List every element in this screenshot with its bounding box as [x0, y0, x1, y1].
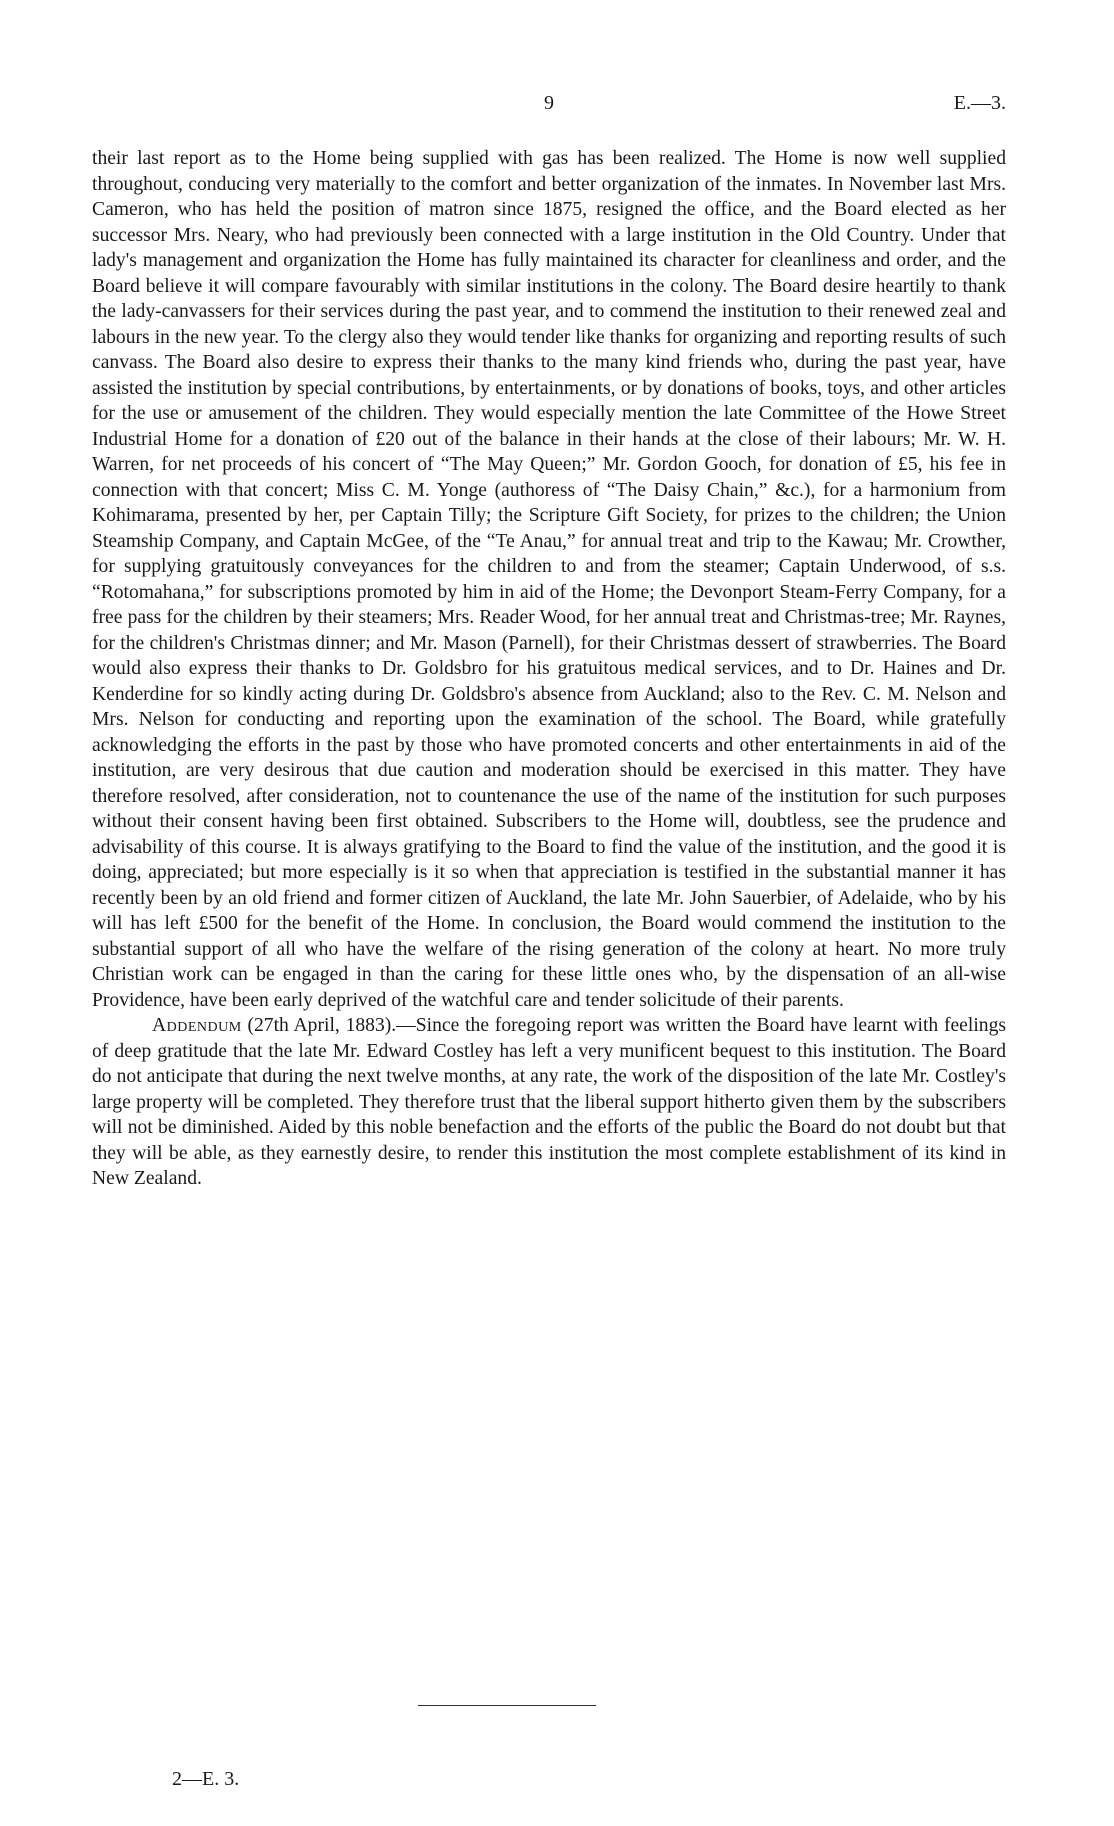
report-paragraph: their last report as to the Home being supplied with gas has been realized. The Home is now well supplied throughout, conducing very materially to the comfort and better organization of the inmates. In November last Mrs. Cameron, who has held the position of matron since 1875, resigned the office, and the Board elected as her successor Mrs. Neary, who had previously been connected with a large institution in the Old Country. Under that lady's management and organization the Home has fully maintained its character for cleanliness and order, and the Board believe it will compare favourably with similar institutions in the colony. The Board desire heartily to thank the lady-canvassers for their services during the past year, and to commend the institution to their renewed zeal and labours in the new year. To the clergy also they would tender like thanks for organizing and reporting results of such canvass. The Board also desire to express their thanks to the many kind friends who, during the past year, have assisted the institution by special contributions, by entertainments, or by donations of books, toys, and other articles for the use or amusement of the children. They would especially mention the late Committee of the Howe Street Industrial Home for a donation of £20 out of the balance in their hands at the close of their labours; Mr. W. H. Warren, for net proceeds of his concert of “The May Queen;” Mr. Gordon Gooch, for donation of £5, his fee in connection with that concert; Miss C. M. Yonge (authoress of “The Daisy Chain,” &c.), for a harmonium from Kohimarama, presented by her, per Captain Tilly; the Scripture Gift Society, for prizes to the children; the Union Steamship Company, and Captain McGee, of the “Te Anau,” for annual treat and trip to the Kawau; Mr. Crowther, for supplying gratuitously conveyances for the children to and from the steamer; Captain Underwood, of s.s. “Rotomahana,” for subscriptions promoted by him in aid of the Home; the Devonport Steam-Ferry Company, for a free pass for the children by their steamers; Mrs. Reader Wood, for her annual treat and Christmas-tree; Mr. Raynes, for the children's Christmas dinner; and Mr. Mason (Parnell), for their Christmas dessert of strawberries. The Board would also express their thanks to Dr. Goldsbro for his gratuitous medical services, and to Dr. Haines and Dr. Kenderdine for so kindly acting during Dr. Goldsbro's absence from Auckland; also to the Rev. C. M. Nelson and Mrs. Nelson for conducting and reporting upon the examination of the school. The Board, while gratefully acknowledging the efforts in the past by those who have promoted concerts and other entertainments in aid of the institution, are very desirous that due caution and moderation should be exercised in this matter. They have therefore resolved, after consideration, not to countenance the use of the name of the institution for such purposes without their consent having been first obtained. Subscribers to the Home will, doubtless, see the prudence and advisability of this course. It is always gratifying to the Board to find the value of the institution, and the good it is doing, appreciated; but more especially is it so when that appreciation is testified in the substantial manner it has recently been by an old friend and former citizen of Auckland, the late Mr. John Sauerbier, of Adelaide, who by his will has left £500 for the benefit of the Home. In conclusion, the Board would commend the institution to the substantial support of all who have the welfare of the rising generation of the colony at heart. No more truly Christian work can be engaged in than the caring for these little ones who, by the dispensation of an all-wise Providence, have been early deprived of the watchful care and tender solicitude of their parents. — [92, 148, 1006, 1011]
page-header — [92, 92, 1006, 120]
page-number: 9 — [544, 92, 554, 114]
addendum-paragraph — [92, 1013, 1006, 1192]
addendum-label: Addendum — [152, 1015, 242, 1036]
section-divider — [418, 1705, 596, 1706]
signature-mark: 2—E. 3. — [172, 1768, 240, 1790]
body-text — [92, 146, 1006, 1192]
addendum-text: (27th April, 1883).—Since the foregoing report was written the Board have learnt with feelings of deep gratitude that the late Mr. Edward Costley has left a very munificent bequest to this institution. The Board do not anticipate that during the next twelve months, at any rate, the work of the disposition of the late Mr. Costley's large property will be completed. They therefore trust that the liberal support hitherto given them by the subscribers will not be diminished. Aided by this noble benefaction and the efforts of the public the Board do not doubt but that they will be able, as they earnestly desire, to render this institution the most complete establishment of its kind in New Zealand. — [92, 1015, 1006, 1189]
document-code: E.—3. — [953, 92, 1006, 114]
